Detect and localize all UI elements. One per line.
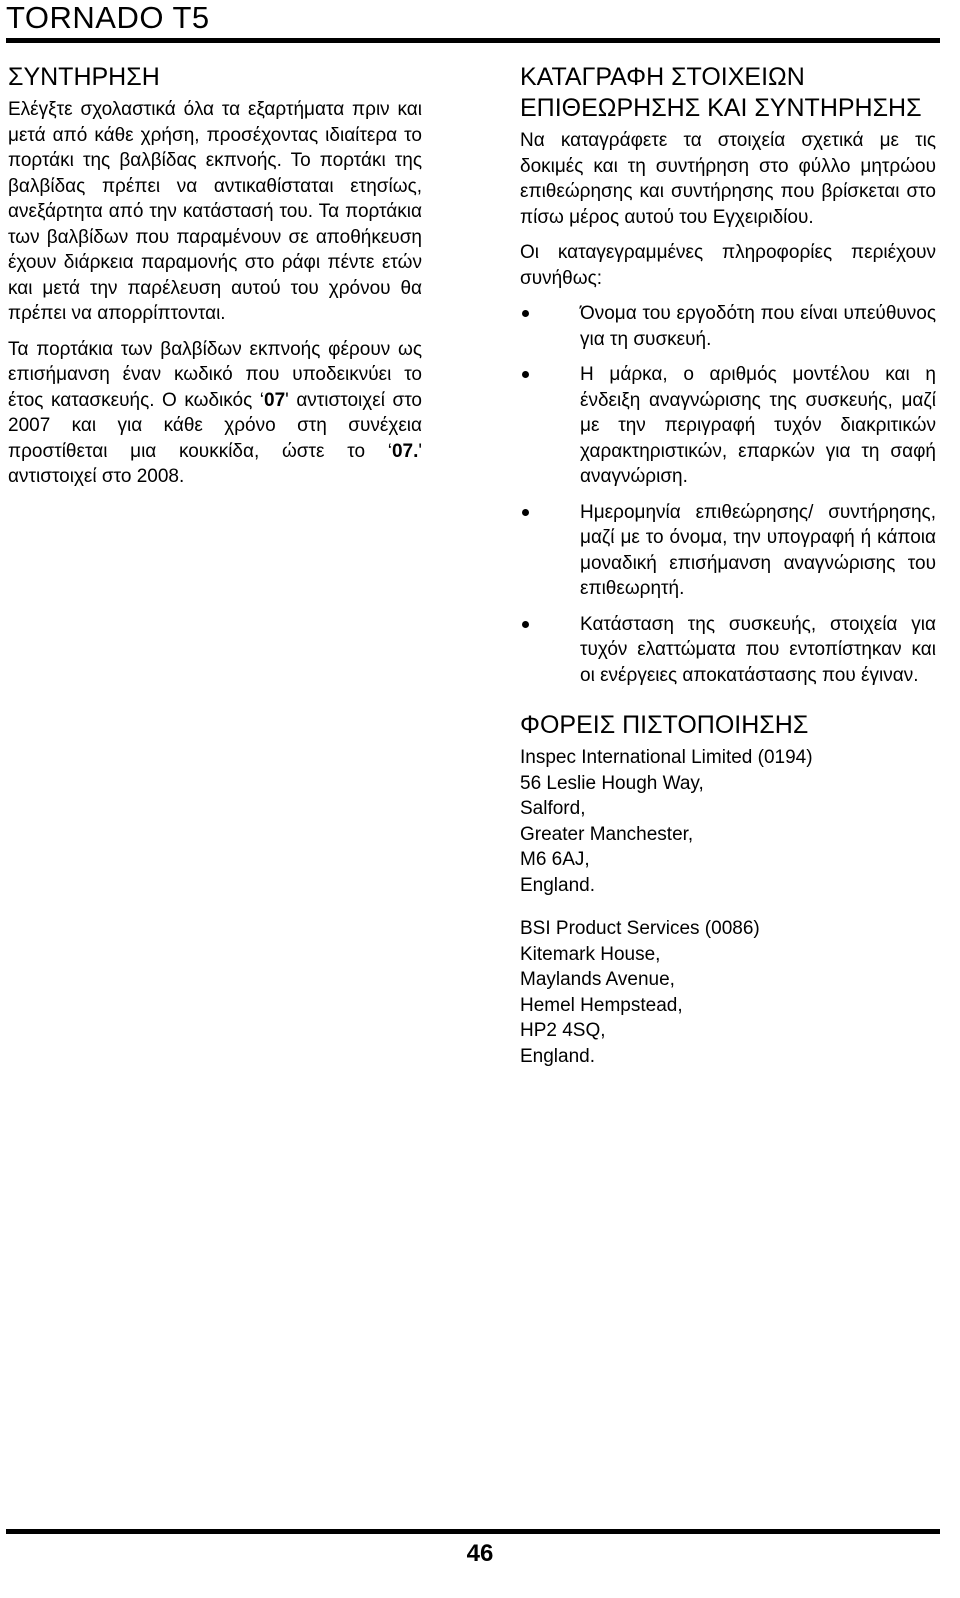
list-item bbox=[520, 500, 936, 602]
records-heading: ΚΑΤΑΓΡΑΦΗ ΣΤΟΙΧΕΙΩΝ ΕΠΙΘΕΩΡΗΣΗΣ ΚΑΙ ΣΥΝΤΗΡΗΣΗΣ bbox=[520, 63, 922, 122]
document-title: TORNADO T5 bbox=[6, 0, 210, 35]
p2-text-2: ' αντιστοιχεί στο 2007 και για κάθε χρόνο στη συνέχεια προστίθεται μια κουκκίδα, ώστε το ‘ bbox=[8, 389, 423, 462]
top-divider bbox=[6, 38, 940, 43]
address-line: HP2 4SQ, bbox=[520, 1020, 606, 1041]
address-line: Greater Manchester, bbox=[520, 823, 694, 845]
maintenance-heading: ΣΥΝΤΗΡΗΣΗ bbox=[8, 63, 160, 91]
p2-code-1: 07 bbox=[264, 389, 286, 411]
bullet-icon bbox=[522, 310, 529, 317]
maintenance-column bbox=[8, 62, 422, 500]
list-item-text: Όνομα του εργοδότη που είναι υπεύθυνος για τη συσκευή. bbox=[580, 303, 936, 350]
bullet-icon bbox=[522, 371, 529, 378]
address-line: England. bbox=[520, 1045, 596, 1067]
list-item bbox=[520, 362, 936, 490]
address-line: Kitemark House, bbox=[520, 943, 661, 965]
address-line: England. bbox=[520, 874, 596, 896]
list-item bbox=[520, 301, 936, 352]
page-number: 46 bbox=[466, 1540, 494, 1567]
records-bullet-list bbox=[520, 301, 936, 688]
list-item bbox=[520, 612, 936, 689]
p2-text-1: Τα πορτάκια των βαλβίδων εκπνοής φέρουν ως επισήμανση έναν κωδικό που υποδεικνύει το έτος κατασκευής. Ο κωδικός ‘ bbox=[8, 338, 422, 411]
certification-heading: ΦΟΡΕΙΣ ΠΙΣΤΟΠΟΙΗΣΗΣ bbox=[520, 711, 809, 739]
maintenance-paragraph-2 bbox=[8, 337, 422, 490]
list-item-text: Ημερομηνία επιθεώρησης/ συντήρησης, μαζί με το όνομα, την υπογραφή ή κάποια μοναδική επισήμανση αναγνώρισης του επιθεωρητή. bbox=[580, 501, 936, 599]
bullet-icon bbox=[522, 621, 529, 628]
p2-code-2: 07. bbox=[391, 440, 419, 462]
list-item-text: Κατάσταση της συσκευής, στοιχεία για τυχόν ελαττώματα που εντοπίστηκαν και οι ενέργειες αποκατάστασης που έγιναν. bbox=[580, 613, 936, 686]
address-line: Inspec International Limited (0194) bbox=[520, 747, 813, 768]
address-line: BSI Product Services (0086) bbox=[520, 918, 760, 939]
address-line: Hemel Hempstead, bbox=[520, 994, 683, 1016]
address-line: Maylands Avenue, bbox=[520, 969, 675, 990]
address-line: Salford, bbox=[520, 798, 586, 819]
address-bsi bbox=[520, 916, 936, 1069]
records-paragraph-2: Οι καταγεγραμμένες πληροφορίες περιέχουν συνήθως: bbox=[520, 242, 936, 289]
address-inspec bbox=[520, 745, 936, 898]
maintenance-paragraph-1: Ελέγξτε σχολαστικά όλα τα εξαρτήματα πριν και μετά από κάθε χρήση, προσέχοντας ιδιαίτερα το πορτάκι της βαλβίδας εκπνοής. Το πορτάκι της βαλβίδας πρέπει να αντικαθίσταται ετησίως, ανεξάρτητα από την κατάστασή του. Τα πορτάκια των βαλβίδων που παραμένουν σε αποθήκευση έχουν διάρκεια παραμονής στο ράφι πέντε ετών και μετά την παρέλευση αυτού του χρόνου θα πρέπει να απορρίπτονται. bbox=[8, 99, 422, 324]
address-line: M6 6AJ, bbox=[520, 849, 590, 870]
p2-text-3: ' αντιστοιχεί στο 2008. bbox=[8, 440, 422, 487]
bullet-icon bbox=[522, 509, 529, 516]
list-item-text: Η μάρκα, ο αριθμός μοντέλου και η ένδειξη αναγνώρισης της συσκευής, μαζί με την περιγραφή τυχόν διακριτικών χαρακτηριστικών, επαρκών για τη σαφή αναγνώριση. bbox=[580, 364, 936, 487]
address-line: 56 Leslie Hough Way, bbox=[520, 772, 704, 794]
records-paragraph-1: Να καταγράφετε τα στοιχεία σχετικά με τις δοκιμές και τη συντήρηση στο φύλλο μητρώου επιθεώρησης και συντήρησης που βρίσκεται στο πίσω μέρος αυτού του Εγχειριδίου. bbox=[520, 130, 936, 228]
records-column bbox=[520, 62, 936, 1087]
bottom-divider bbox=[6, 1529, 940, 1534]
